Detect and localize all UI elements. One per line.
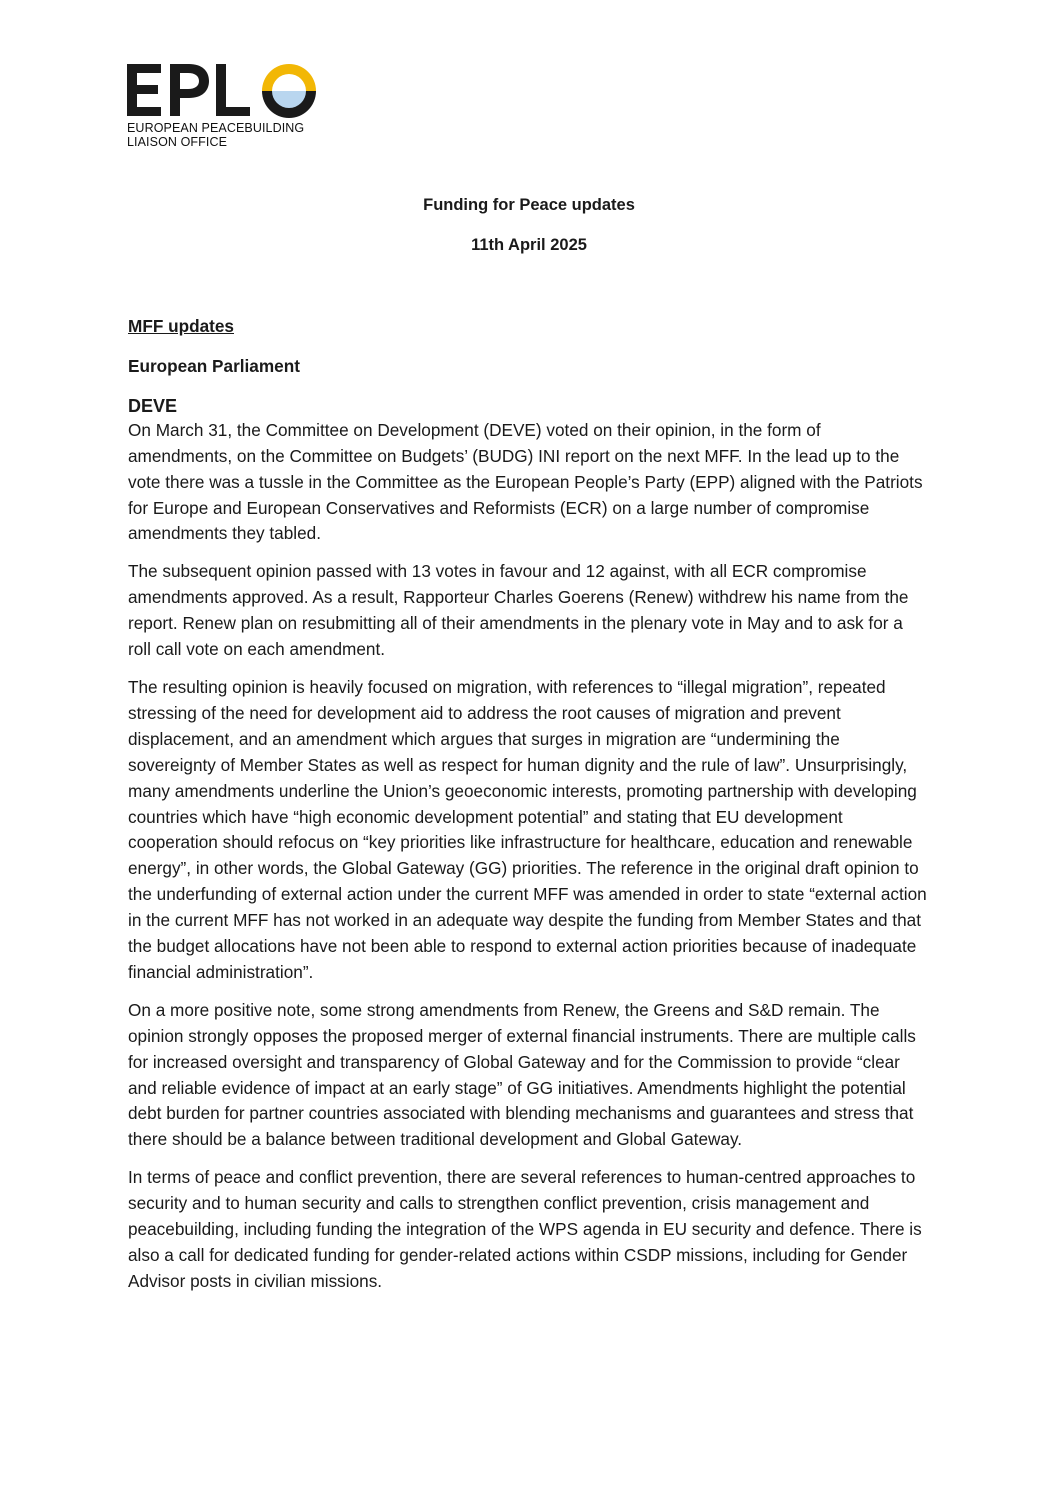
section-heading: MFF updates [128,316,234,336]
paragraph: On a more positive note, some strong amendments from Renew, the Greens and S&D remain. The opinion strongly opposes the proposed merger of external financial instruments. There are multiple calls for increased oversight and transparency of Global Gateway and for the Commission to provide “clear and reliable evidence of impact at an early stage” of GG initiatives. Amendments highlight the potential debt burden for partner countries associated with blending mechanisms and guarantees and stress that there should be a balance between traditional development and Global Gateway. [128,999,916,1150]
document-date: 11th April 2025 [471,236,587,254]
eplo-logo [127,62,327,149]
eplo-logo-mark [127,62,322,118]
org-name [127,121,327,149]
committee-heading: DEVE [128,395,178,416]
paragraph: In terms of peace and conflict prevention, there are several references to human-centred approaches to security and to human security and calls to strengthen conflict prevention, crisis management and peacebuilding, including funding the integration of the WPS agenda in EU security and defence. There is also a call for dedicated funding for gender-related actions within CSDP missions, including for Gender Advisor posts in civilian missions. [128,1167,922,1291]
org-name-line1: EUROPEAN PEACEBUILDING [127,121,305,135]
paragraph: The resulting opinion is heavily focused on migration, with references to “illegal migration”, repeated stressing of the need for development aid to address the root causes of migration and prevent displacement, and an amendment which argues that surges in migration are “undermining the sovereignty of Member States as well as respect for human dignity and the rule of law”. Unsurprisingly, many amendments underline the Union’s geoeconomic interests, promoting partnership with developing countries which have “high economic development potential” and stating that EU development cooperation should refocus on “key priorities like infrastructure for healthcare, education and renewable energy”, in other words, the Global Gateway (GG) priorities. The reference in the original draft opinion to the underfunding of external action under the current MFF was amended in order to state “external action in the current MFF has not worked in an adequate way despite the funding from Member States and that the budget allocations have not been able to respond to external action priorities because of inadequate financial administration”. [128,676,927,982]
paragraph: On March 31, the Committee on Development (DEVE) voted on their opinion, in the form of amendments, on the Committee on Budgets’ (BUDG) INI report on the next MFF. In the lead up to the vote there was a tussle in the Committee as the European People’s Party (EPP) aligned with the Patriots for Europe and European Conservatives and Reformists (ECR) on a large number of compromise amendments they tabled. [128,419,923,544]
section-subheading: European Parliament [128,355,300,376]
org-name-line2: LIAISON OFFICE [127,135,228,149]
document-body [128,314,928,1307]
paragraph: The subsequent opinion passed with 13 votes in favour and 12 against, with all ECR compromise amendments approved. As a result, Rapporteur Charles Goerens (Renew) withdrew his name from the report. Renew plan on resubmitting all of their amendments in the plenary vote in May and to ask for a roll call vote on each amendment. [128,561,909,660]
document-title: Funding for Peace updates [423,196,635,214]
